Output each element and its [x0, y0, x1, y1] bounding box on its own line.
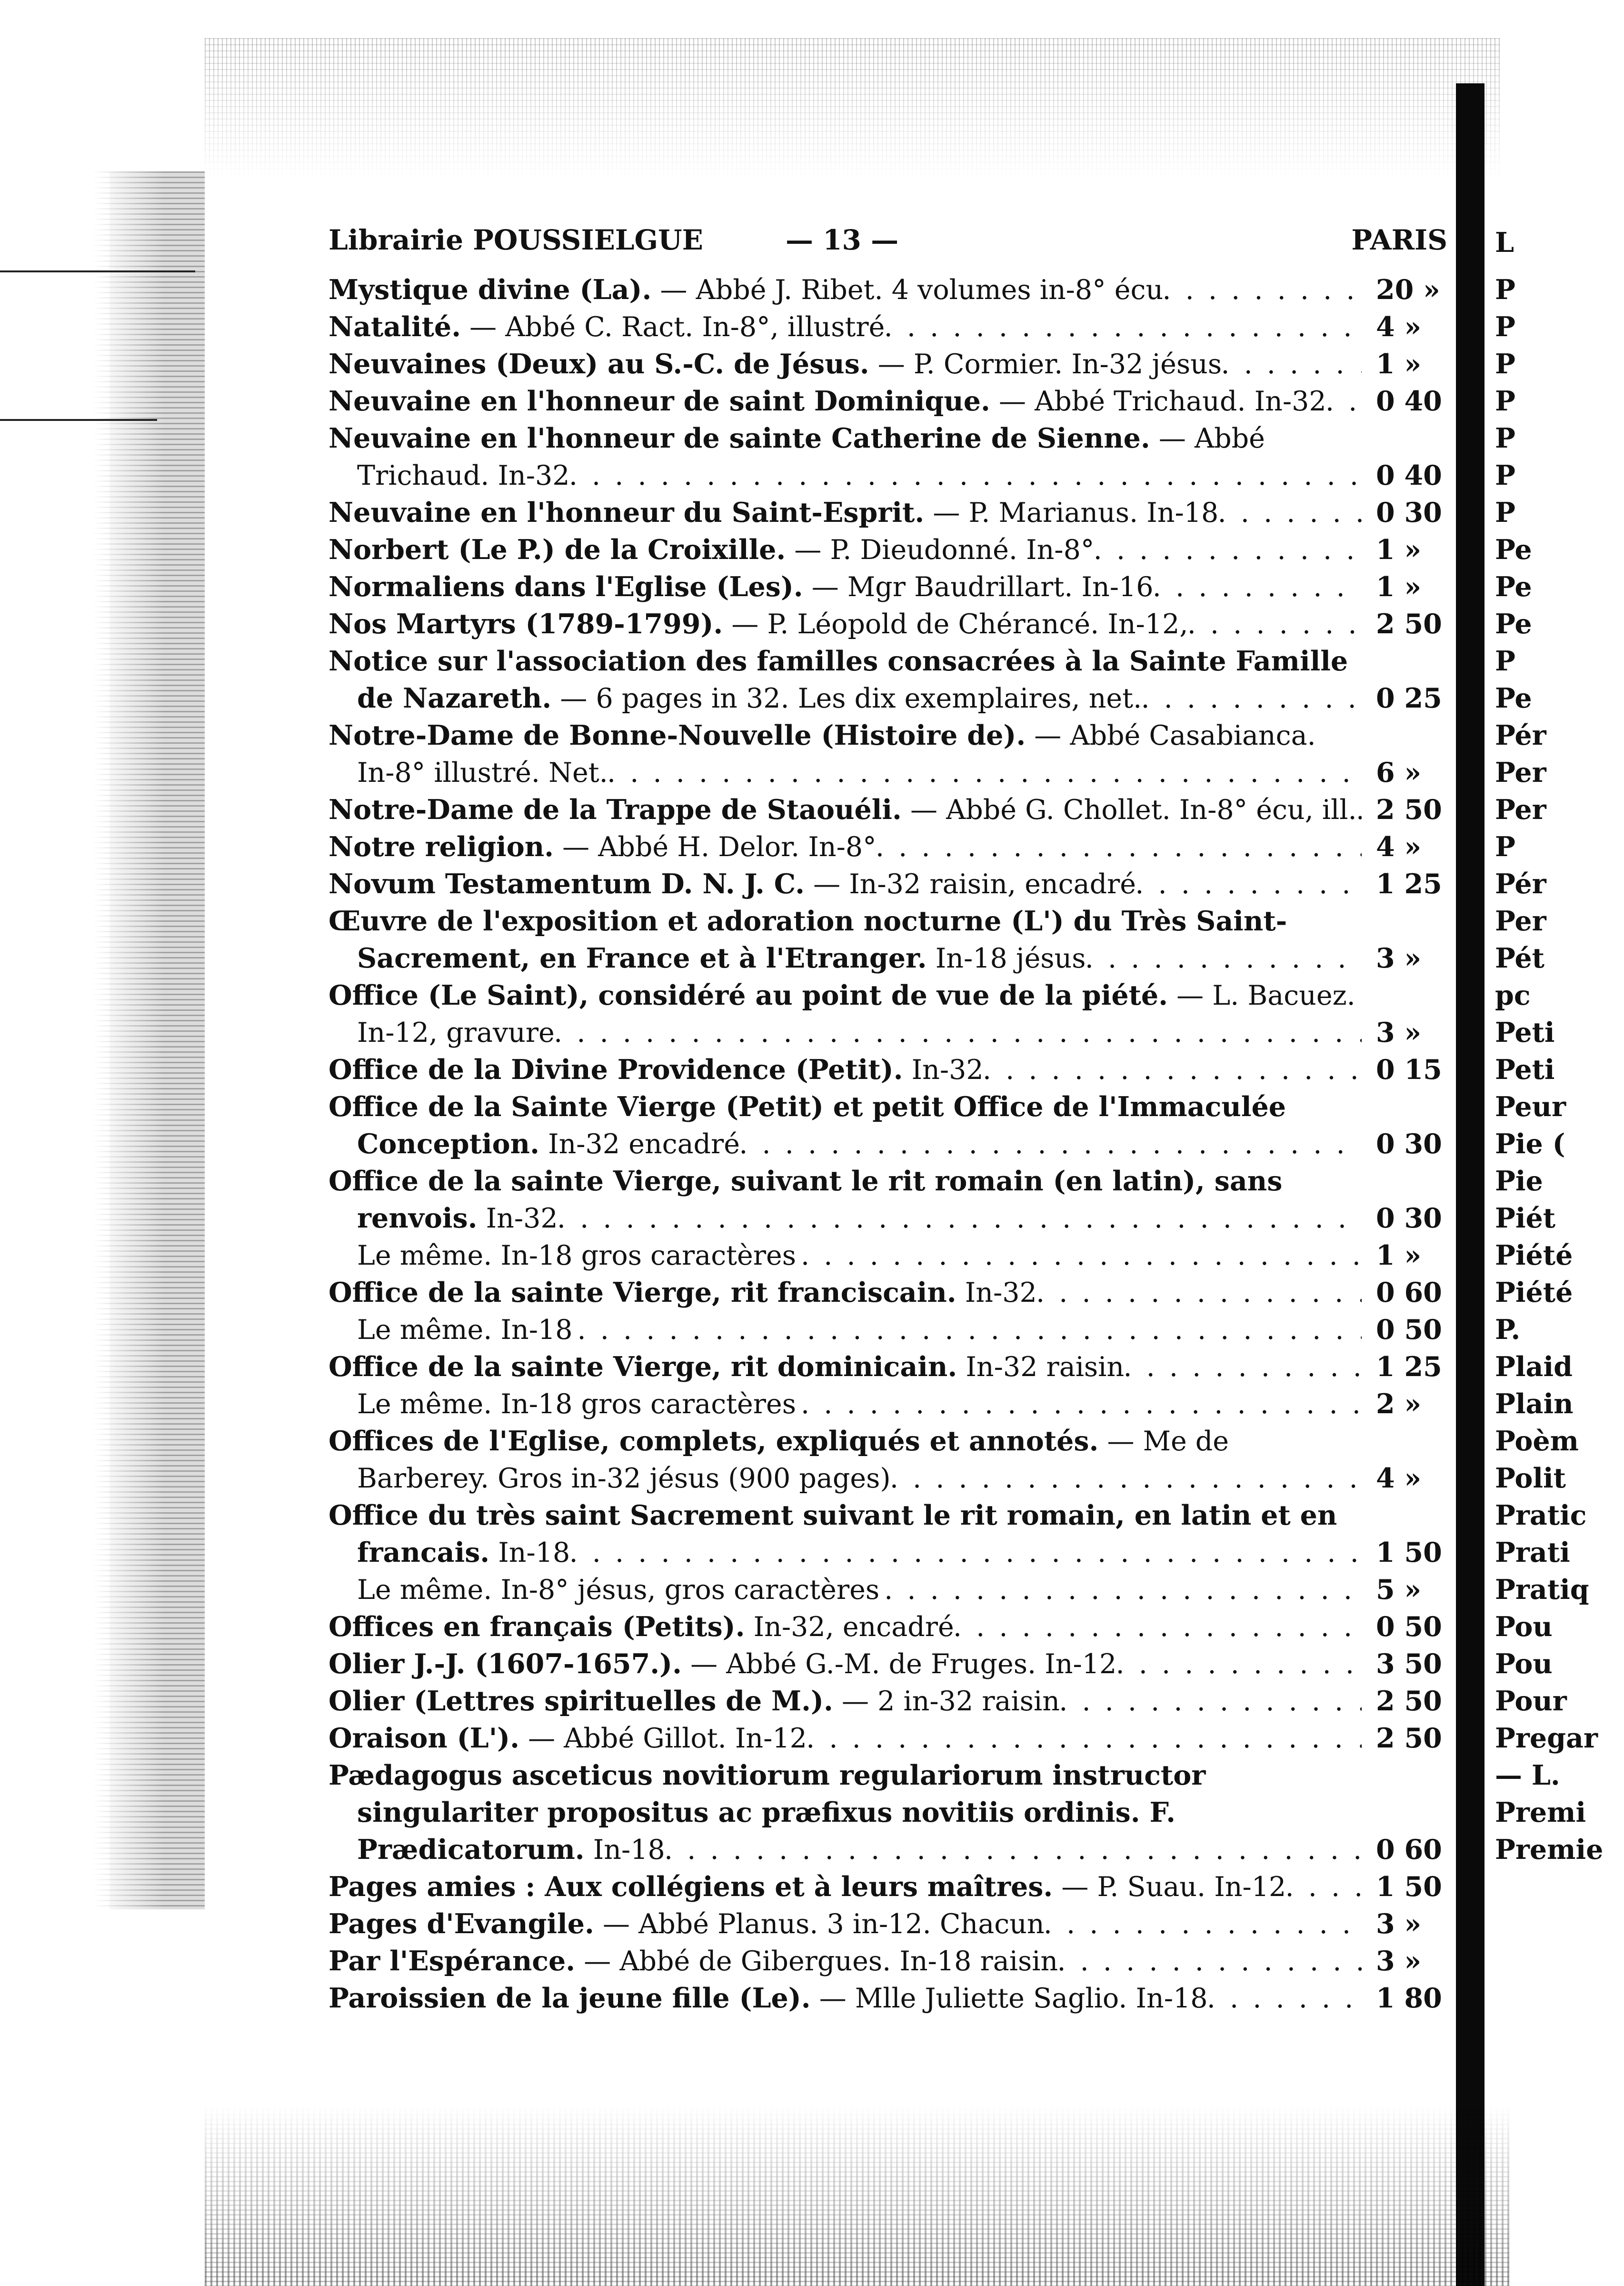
entry-title: Office du très saint Sacrement suivant le rit romain, en latin et en francais.: [329, 1499, 1337, 1568]
entry-text: [329, 309, 1362, 346]
facing-page-line: Pér: [1495, 868, 1546, 900]
catalog-entry: [329, 1274, 1447, 1311]
entry-details: In-32, encadré: [745, 1611, 954, 1643]
entry-price: 0 30: [1376, 1128, 1442, 1160]
running-header: [329, 224, 1447, 262]
facing-page-line: Pie: [1495, 1165, 1543, 1197]
city-name: PARIS: [1351, 224, 1447, 256]
entry-text: [329, 1088, 1362, 1163]
entry-price: 1 25: [1376, 868, 1442, 900]
entry-title: Mystique divine (La).: [329, 274, 652, 306]
entry-text: [329, 271, 1362, 309]
entry-details: In-32 raisin: [957, 1351, 1125, 1383]
entry-price: 1 »: [1376, 348, 1422, 380]
facing-page-line: Per: [1495, 905, 1546, 937]
entry-price: 2 50: [1376, 608, 1442, 640]
entry-details: — Abbé Trichaud. In-32: [357, 423, 1265, 491]
facing-page-line: Plaid: [1495, 1351, 1573, 1383]
catalog-entry: [329, 1386, 1447, 1423]
entry-text: [329, 1943, 1362, 1980]
entry-title: Nos Martyrs (1789-1799).: [329, 608, 723, 640]
entry-text: [329, 1163, 1362, 1237]
catalog-entry: [329, 1906, 1447, 1943]
catalog-entry: [329, 1646, 1447, 1683]
entry-text: [329, 1646, 1362, 1683]
catalog-entry: [329, 1683, 1447, 1720]
entry-text: [329, 606, 1362, 643]
facing-page-line: Polit: [1495, 1462, 1566, 1494]
entry-title: Normaliens dans l'Eglise (Les).: [329, 571, 803, 603]
entry-details: — P. Marianus. In-18: [924, 497, 1219, 529]
entry-details: — Mlle Juliette Saglio. In-18: [810, 1983, 1208, 2014]
entry-details: In-32: [903, 1054, 984, 1086]
catalog-entry: [329, 1608, 1447, 1646]
entry-details: — Abbé Casabianca. In-8° illustré. Net.: [357, 720, 1316, 789]
catalog-entry: [329, 1423, 1447, 1497]
facing-page-line: P: [1495, 645, 1515, 677]
facing-page-line: P: [1495, 311, 1515, 343]
catalog-entry: [329, 494, 1447, 531]
facing-page-line: Peti: [1495, 1017, 1555, 1048]
entry-text: [329, 494, 1362, 531]
catalog-entry: [329, 1051, 1447, 1088]
facing-page-line: Pratic: [1495, 1499, 1587, 1531]
entry-price: 2 »: [1376, 1388, 1422, 1420]
facing-page-line: Premi: [1495, 1797, 1586, 1828]
entry-details: — P. Cormier. In-32 jésus: [869, 349, 1222, 380]
entry-price: 0 40: [1376, 385, 1442, 417]
entry-title: Œuvre de l'exposition et adoration nocturne (L') du Très Saint-Sacrement, en France et à l'Etranger.: [329, 905, 1287, 974]
entry-price: 3 50: [1376, 1648, 1442, 1680]
catalog-entry: [329, 569, 1447, 606]
scan-noise-left-margin: [0, 171, 205, 1909]
entry-price: 0 30: [1376, 497, 1442, 529]
facing-page-line: Prati: [1495, 1537, 1570, 1568]
catalog-entry: [329, 977, 1447, 1051]
entry-text: [329, 1497, 1362, 1571]
catalog-entry: [329, 1980, 1447, 2017]
facing-page-line: L: [1495, 227, 1514, 259]
entry-text: [329, 1571, 1362, 1608]
entry-text: [329, 346, 1362, 383]
facing-page-line: Pregar: [1495, 1722, 1598, 1754]
facing-page-line: Pe: [1495, 682, 1532, 714]
entry-text: [329, 1274, 1362, 1311]
entry-text: [329, 791, 1362, 829]
facing-page-line: P: [1495, 274, 1515, 306]
entry-title: Neuvaine en l'honneur du Saint-Esprit.: [329, 497, 925, 529]
entry-price: 3 »: [1376, 1908, 1422, 1940]
entry-title: Neuvaine en l'honneur de saint Dominique.: [329, 385, 990, 417]
entry-text: [329, 420, 1362, 494]
facing-page-line: Pér: [1495, 719, 1546, 751]
entry-text: [329, 1980, 1362, 2017]
entry-details: — Mgr Baudrillart. In-16: [803, 571, 1154, 603]
facing-page-line: Piét: [1495, 1202, 1556, 1234]
entry-details: In-32: [477, 1203, 558, 1234]
entry-text: [329, 1237, 1362, 1274]
margin-rule: [0, 270, 195, 272]
facing-page-line: Poèm: [1495, 1425, 1579, 1457]
entry-price: 4 »: [1376, 1462, 1422, 1494]
catalog-entry: [329, 1163, 1447, 1237]
entry-price: 5 »: [1376, 1574, 1422, 1606]
entry-price: 0 30: [1376, 1202, 1442, 1234]
entry-title: Office de la Sainte Vierge (Petit) et petit Office de l'Immaculée Conception.: [329, 1091, 1286, 1160]
entry-price: 1 80: [1376, 1982, 1442, 2014]
catalog-entry: [329, 643, 1447, 717]
entry-details: In-18 jésus: [927, 943, 1086, 974]
entry-details: In-32: [956, 1277, 1037, 1308]
scan-noise-top: [205, 38, 1500, 181]
entry-price: 2 50: [1376, 1722, 1442, 1754]
entry-title: Office de la sainte Vierge, suivant le rit romain (en latin), sans renvois.: [329, 1165, 1283, 1234]
facing-page-line: Peur: [1495, 1091, 1566, 1123]
catalog-entry: [329, 1237, 1447, 1274]
entry-text: [329, 1423, 1362, 1497]
catalog-entry: [329, 791, 1447, 829]
catalog-entry: [329, 1088, 1447, 1163]
catalog-entry: [329, 1497, 1447, 1571]
facing-page-line: Pét: [1495, 942, 1544, 974]
entry-title: Olier J.-J. (1607-1657.).: [329, 1648, 682, 1680]
entry-price: 2 50: [1376, 794, 1442, 826]
entry-price: 0 50: [1376, 1314, 1442, 1346]
entry-title: Offices de l'Eglise, complets, expliqués et annotés.: [329, 1425, 1099, 1457]
entry-text: [329, 1311, 1362, 1348]
entry-text: [329, 1757, 1362, 1868]
catalog-entry: [329, 1757, 1447, 1868]
facing-page-line: P: [1495, 497, 1515, 529]
catalog-entry: [329, 383, 1447, 420]
entry-price: 0 60: [1376, 1834, 1442, 1866]
entry-price: 4 »: [1376, 311, 1422, 343]
entry-price: 1 »: [1376, 571, 1422, 603]
entry-details: Le même. In-8° jésus, gros caractères: [357, 1574, 880, 1606]
publisher-name: Librairie POUSSIELGUE: [329, 224, 703, 256]
entry-text: [329, 717, 1362, 791]
entry-details: — 2 in-32 raisin: [833, 1686, 1060, 1717]
entry-price: 0 50: [1376, 1611, 1442, 1643]
facing-page-line: P: [1495, 422, 1515, 454]
entry-text: [329, 1386, 1362, 1423]
entry-title: Office de la sainte Vierge, rit dominicain.: [329, 1351, 957, 1383]
entry-details: — Me de Barberey. Gros in-32 jésus (900 pages): [357, 1426, 1229, 1494]
entry-price: 0 25: [1376, 682, 1442, 714]
facing-page-line: P: [1495, 385, 1515, 417]
entry-details: In-32 encadré: [539, 1128, 740, 1160]
catalog-entry: [329, 866, 1447, 903]
entry-title: Novum Testamentum D. N. J. C.: [329, 868, 805, 900]
facing-page-line: Pou: [1495, 1648, 1553, 1680]
facing-page-line: Pie (: [1495, 1128, 1565, 1160]
page-number: — 13 —: [786, 224, 899, 256]
entry-details: In-18: [489, 1537, 570, 1568]
entry-text: [329, 829, 1362, 866]
entry-text: [329, 643, 1362, 717]
catalog-entry: [329, 271, 1447, 309]
catalog-entry: [329, 1311, 1447, 1348]
catalog-entry: [329, 829, 1447, 866]
entry-price: 0 60: [1376, 1277, 1442, 1308]
entry-price: 3 »: [1376, 1017, 1422, 1048]
facing-page-line: Per: [1495, 757, 1546, 789]
facing-page-line: P: [1495, 348, 1515, 380]
entry-price: 3 »: [1376, 942, 1422, 974]
entry-price: 0 40: [1376, 459, 1442, 491]
entry-title: Norbert (Le P.) de la Croixille.: [329, 534, 786, 566]
entry-title: Pages d'Evangile.: [329, 1908, 594, 1940]
entry-title: Neuvaines (Deux) au S.-C. de Jésus.: [329, 348, 869, 380]
entry-title: Notre religion.: [329, 831, 554, 863]
facing-page-line: Pratiq: [1495, 1574, 1589, 1606]
entry-details: Le même. In-18 gros caractères: [357, 1240, 796, 1271]
facing-page-line: Peti: [1495, 1054, 1555, 1086]
entry-details: — P. Léopold de Chérancé. In-12,: [723, 609, 1188, 640]
catalog-entry: [329, 1348, 1447, 1386]
catalog-entry: [329, 1571, 1447, 1608]
entry-details: — P. Dieudonné. In-8°: [786, 534, 1095, 566]
entry-details: — Abbé de Gibergues. In-18 raisin: [575, 1946, 1058, 1977]
facing-page-line: P: [1495, 831, 1515, 863]
facing-page-line: pc: [1495, 979, 1531, 1011]
entry-details: — Abbé Trichaud. In-32: [990, 386, 1326, 417]
entry-title: Pædagogus asceticus novitiorum regulariorum instructor singulariter propositus ac præfixus novitiis ordinis. F. Prædicatorum.: [329, 1759, 1206, 1866]
entry-price: 2 50: [1376, 1685, 1442, 1717]
entry-price: 4 »: [1376, 831, 1422, 863]
entry-details: — Abbé H. Delor. In-8°: [554, 831, 877, 863]
scan-noise-bottom: [205, 2105, 1509, 2286]
catalog-entry: [329, 717, 1447, 791]
entry-details: — L. Bacuez. In-12, gravure: [357, 980, 1355, 1048]
entry-text: [329, 977, 1362, 1051]
entry-price: 1 50: [1376, 1537, 1442, 1568]
entry-details: — In-32 raisin, encadré: [804, 868, 1136, 900]
entry-text: [329, 903, 1362, 977]
catalog-page: [329, 224, 1447, 2017]
entry-title: Natalité.: [329, 311, 461, 343]
facing-page-line: Premie: [1495, 1834, 1604, 1866]
entry-details: — Abbé Gillot. In-12: [519, 1723, 807, 1754]
entry-text: [329, 1683, 1362, 1720]
facing-page-line: Piété: [1495, 1239, 1573, 1271]
gutter-shadow: [1456, 83, 1485, 2286]
entry-title: Par l'Espérance.: [329, 1945, 576, 1977]
entry-details: — Abbé G. Chollet. In-8° écu, ill.: [901, 794, 1357, 826]
entry-price: 1 »: [1376, 1239, 1422, 1271]
catalog-entry: [329, 346, 1447, 383]
entry-details: — Abbé J. Ribet. 4 volumes in-8° écu: [651, 274, 1164, 306]
margin-rule: [0, 419, 157, 421]
facing-page-line: Piété: [1495, 1277, 1573, 1308]
entry-details: Le même. In-18 gros caractères: [357, 1388, 796, 1420]
entry-details: — Abbé C. Ract. In-8°, illustré: [461, 311, 885, 343]
facing-page-line: Pe: [1495, 534, 1532, 566]
entry-text: [329, 1868, 1362, 1906]
entry-price: 1 »: [1376, 534, 1422, 566]
entry-title: Olier (Lettres spirituelles de M.).: [329, 1685, 833, 1717]
entry-text: [329, 866, 1362, 903]
entry-title: Pages amies : Aux collégiens et à leurs maîtres.: [329, 1871, 1053, 1903]
catalog-entries: [329, 271, 1447, 2017]
entry-text: [329, 1906, 1362, 1943]
entry-title: Notre-Dame de la Trappe de Staouéli.: [329, 794, 902, 826]
entry-details: — 6 pages in 32. Les dix exemplaires, net.: [551, 683, 1142, 714]
catalog-entry: [329, 606, 1447, 643]
facing-page-fragment: [1495, 224, 1624, 1868]
entry-text: [329, 569, 1362, 606]
entry-details: In-18: [584, 1834, 665, 1866]
entry-text: [329, 1348, 1362, 1386]
catalog-entry: [329, 1943, 1447, 1980]
entry-title: Paroissien de la jeune fille (Le).: [329, 1982, 811, 2014]
entry-details: — Abbé Planus. 3 in-12. Chacun: [594, 1908, 1045, 1940]
facing-page-line: — L.: [1495, 1759, 1560, 1791]
entry-title: Office (Le Saint), considéré au point de vue de la piété.: [329, 979, 1168, 1011]
entry-price: 0 15: [1376, 1054, 1442, 1086]
catalog-entry: [329, 309, 1447, 346]
entry-text: [329, 1608, 1362, 1646]
entry-price: 1 50: [1376, 1871, 1442, 1903]
catalog-entry: [329, 531, 1447, 569]
entry-text: [329, 531, 1362, 569]
entry-price: 1 25: [1376, 1351, 1442, 1383]
facing-page-line: Per: [1495, 794, 1546, 826]
entry-price: 20 »: [1376, 274, 1440, 306]
entry-details: Le même. In-18: [357, 1314, 573, 1346]
facing-page-line: Pou: [1495, 1611, 1553, 1643]
entry-text: [329, 383, 1362, 420]
entry-price: 3 »: [1376, 1945, 1422, 1977]
entry-text: [329, 1051, 1362, 1088]
catalog-entry: [329, 1868, 1447, 1906]
facing-page-line: P: [1495, 459, 1515, 491]
facing-page-line: P.: [1495, 1314, 1521, 1346]
entry-title: Offices en français (Petits).: [329, 1611, 745, 1643]
catalog-entry: [329, 420, 1447, 494]
facing-page-line: Plain: [1495, 1388, 1574, 1420]
entry-details: — Abbé G.-M. de Fruges. In-12: [681, 1648, 1117, 1680]
facing-page-line: Pour: [1495, 1685, 1567, 1717]
entry-title: Oraison (L').: [329, 1722, 519, 1754]
catalog-entry: [329, 1720, 1447, 1757]
entry-title: Notre-Dame de Bonne-Nouvelle (Histoire de).: [329, 719, 1026, 751]
entry-price: 6 »: [1376, 757, 1422, 789]
catalog-entry: [329, 903, 1447, 977]
entry-details: — P. Suau. In-12: [1053, 1871, 1286, 1903]
entry-title: Notice sur l'association des familles consacrées à la Sainte Famille de Nazareth.: [329, 645, 1348, 714]
entry-text: [329, 1720, 1362, 1757]
entry-title: Office de la Divine Providence (Petit).: [329, 1054, 903, 1086]
entry-title: Neuvaine en l'honneur de sainte Catherine de Sienne.: [329, 422, 1150, 454]
entry-title: Office de la sainte Vierge, rit franciscain.: [329, 1277, 956, 1308]
facing-page-line: Pe: [1495, 608, 1532, 640]
facing-page-line: Pe: [1495, 571, 1532, 603]
